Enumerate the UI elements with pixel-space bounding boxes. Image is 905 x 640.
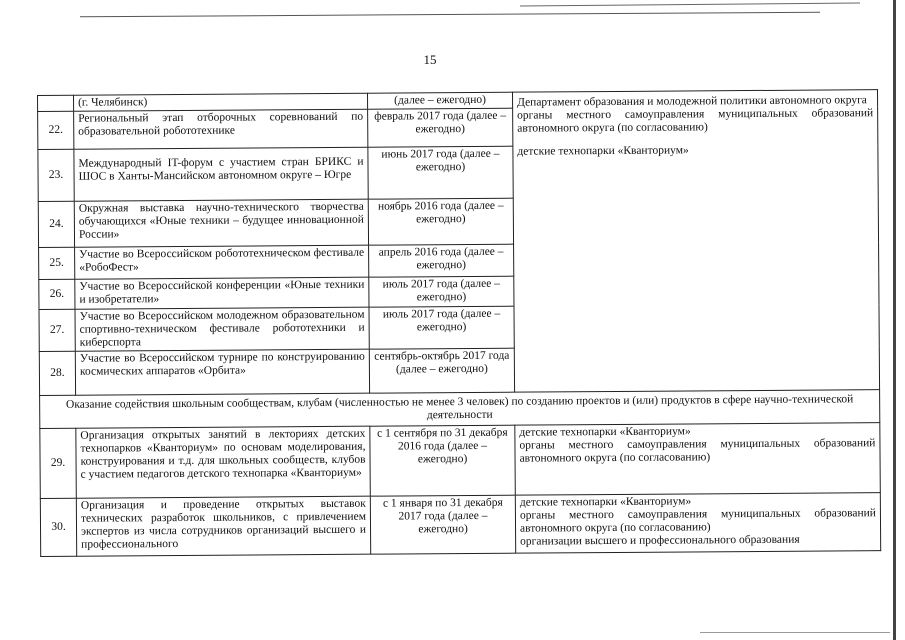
responsible-cell [515, 493, 880, 554]
event-date: с 1 января по 31 декабря 2017 года (далее – ежегодно) [370, 495, 515, 554]
event-date: июль 2017 года (далее – ежегодно) [369, 306, 514, 349]
event-name: Организация и проведение открытых выставок технических разработок школьников, с привлечением экспертов из числа сотрудников организаций высшего и профессионального [76, 496, 370, 556]
event-date: ноябрь 2016 года (далее – ежегодно) [368, 198, 513, 245]
event-name: Участие во Всероссийском турнире по конструированию космических аппаратов «Орбита» [75, 349, 369, 395]
responsible-line: детские технопарки «Кванториум» [517, 144, 689, 158]
row-number: 24. [38, 201, 74, 247]
event-name: Международный IT-форум с участием стран БРИКС и ШОС в Ханты-Мансийском автономном округе – Югре [74, 147, 368, 201]
scan-edge-line [80, 12, 820, 18]
event-date: февраль 2017 года (далее – ежегодно) [368, 108, 513, 147]
row-number [38, 95, 74, 111]
scan-edge-line [700, 632, 890, 633]
row-number: 28. [39, 351, 75, 395]
responsible-line: детские технопарки «Кванториум» [519, 495, 692, 509]
scan-right-edge [893, 0, 896, 640]
responsible-line: органы местного самоуправления муниципальных образований автономного округа (по согласованию) [519, 507, 876, 535]
responsible-line: органы местного самоуправления муниципальных образований автономного округа (по согласованию) [517, 107, 874, 135]
section-heading: Оказание содействия школьным сообществам, клубам (численностью не менее 3 человек) по созданию проектов и (или) продуктов в сфере научно-технической деятельности [40, 390, 880, 429]
row-number: 29. [40, 428, 76, 498]
page-number: 15 [423, 52, 437, 67]
event-name: Участие во Всероссийском робототехническом фестивале «РобоФест» [75, 245, 369, 279]
responsible-line: детские технопарки «Кванториум» [519, 425, 691, 439]
table-row [40, 423, 880, 499]
event-date: сентябрь-октябрь 2017 года (далее – ежегодно) [369, 348, 514, 393]
row-number: 26. [39, 279, 75, 309]
event-date: июль 2017 года (далее – ежегодно) [369, 276, 514, 307]
row-number: 27. [39, 309, 75, 351]
row-number: 23. [38, 149, 74, 201]
table-row [40, 493, 880, 557]
event-date: (далее – ежегодно) [367, 92, 512, 109]
event-date: апрель 2016 года (далее – ежегодно) [369, 244, 514, 277]
event-name: Участие во Всероссийской конференции «Юные техники и изобретатели» [75, 277, 369, 309]
responsible-line: организации высшего и профессионального образования [520, 533, 800, 548]
row-number: 30. [40, 498, 76, 556]
responsible-cell [515, 423, 880, 496]
event-date: с 1 сентября по 31 декабря 2016 года (далее – ежегодно) [370, 425, 515, 496]
responsible-cell [512, 90, 879, 393]
event-name: Окружная выставка научно-технического творчества обучающихся «Юные техники – будущее инновационной России» [74, 199, 368, 247]
event-date: июнь 2017 года (далее – ежегодно) [368, 146, 513, 199]
event-name: Участие во Всероссийском молодежном образовательном спортивно-техническом фестивале робототехники и киберспорта [75, 307, 369, 351]
scan-edge-line [520, 3, 860, 7]
events-table [37, 89, 881, 557]
event-name: Региональный этап отборочных соревнований по образовательной робототехнике [74, 109, 368, 149]
event-name: (г. Челябинск) [74, 93, 368, 111]
row-number: 22. [38, 111, 74, 149]
row-number: 25. [39, 247, 75, 279]
event-name: Организация открытых занятий в лекториях детских технопарков «Кванториум» по основам моделирования, конструирования и т.д. для школьных сообществ, клубов с участием педагогов детского технопарка «Кванториум» [76, 426, 370, 498]
events-table-wrapper [37, 89, 880, 557]
responsible-line: Департамент образования и молодежной политики автономного округа [517, 94, 867, 109]
responsible-line: органы местного самоуправления муниципальных образований автономного округа (по согласованию) [519, 437, 876, 465]
